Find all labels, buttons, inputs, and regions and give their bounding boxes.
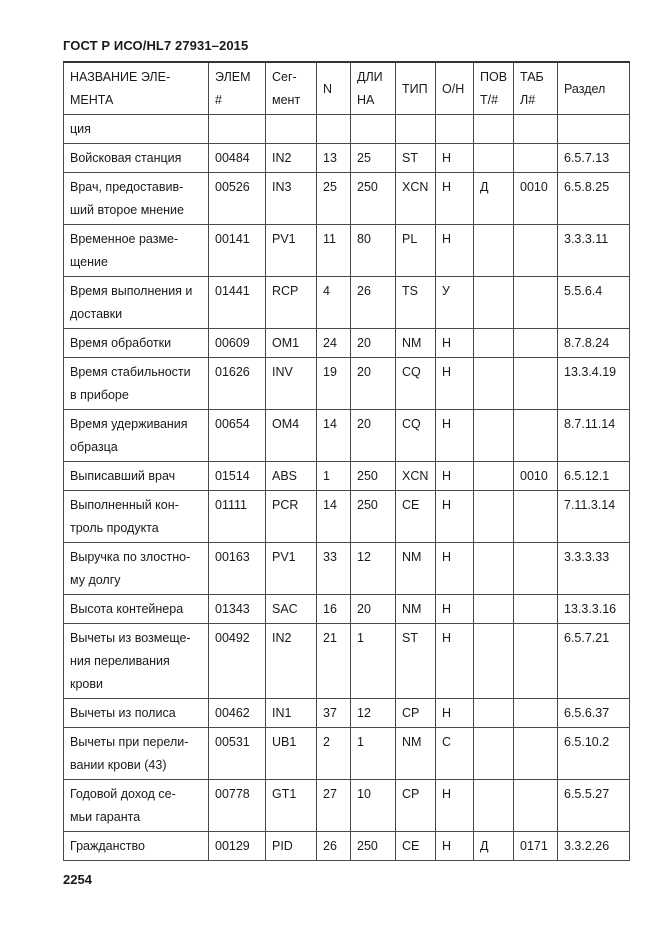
- element-name-line: в приборе: [70, 388, 129, 402]
- cell-element-name: [64, 491, 209, 543]
- cell-n: 4: [317, 277, 351, 329]
- cell-n: 26: [317, 832, 351, 861]
- element-name-line: ция: [70, 122, 91, 136]
- cell-elem-number: 01626: [209, 358, 266, 410]
- cell-element-name: [64, 115, 209, 144]
- cell-segment: PCR: [266, 491, 317, 543]
- cell-table: 0010: [514, 462, 558, 491]
- cell-element-name: [64, 624, 209, 699]
- cell-segment: ABS: [266, 462, 317, 491]
- cell-element-name: [64, 595, 209, 624]
- element-name-line: Вычеты из возмеще-: [70, 631, 191, 645]
- element-name-line: троль продукта: [70, 521, 159, 535]
- cell-length: 1: [351, 728, 396, 780]
- cell-type: ST: [396, 144, 436, 173]
- table-row: [64, 329, 630, 358]
- document-header: ГОСТ Р ИСО/HL7 27931–2015: [63, 38, 249, 53]
- cell-length: 1: [351, 624, 396, 699]
- cell-repeat: [474, 728, 514, 780]
- col-header-length: ДЛИ НА: [351, 62, 396, 115]
- table-row: [64, 358, 630, 410]
- cell-on: Н: [436, 699, 474, 728]
- cell-length: 20: [351, 410, 396, 462]
- cell-n: 21: [317, 624, 351, 699]
- cell-repeat: [474, 277, 514, 329]
- cell-n: 1: [317, 462, 351, 491]
- table-row: [64, 115, 630, 144]
- cell-repeat: [474, 780, 514, 832]
- cell-elem-number: 00163: [209, 543, 266, 595]
- cell-elem-number: 01441: [209, 277, 266, 329]
- cell-n: 14: [317, 410, 351, 462]
- element-name-line: образца: [70, 440, 118, 454]
- cell-repeat: Д: [474, 173, 514, 225]
- cell-segment: RCP: [266, 277, 317, 329]
- cell-n: 25: [317, 173, 351, 225]
- cell-segment: IN3: [266, 173, 317, 225]
- table-body: [64, 115, 630, 861]
- cell-on: Н: [436, 832, 474, 861]
- cell-table: [514, 699, 558, 728]
- cell-table: [514, 277, 558, 329]
- element-name-line: му долгу: [70, 573, 121, 587]
- cell-repeat: [474, 329, 514, 358]
- element-name-line: Время удерживания: [70, 417, 188, 431]
- cell-on: Н: [436, 595, 474, 624]
- cell-elem-number: 01111: [209, 491, 266, 543]
- cell-length: 250: [351, 173, 396, 225]
- cell-repeat: [474, 115, 514, 144]
- cell-on: Н: [436, 624, 474, 699]
- cell-type: CP: [396, 780, 436, 832]
- table-row: [64, 491, 630, 543]
- cell-section: 3.3.2.26: [558, 832, 630, 861]
- cell-section: 6.5.7.21: [558, 624, 630, 699]
- cell-repeat: [474, 358, 514, 410]
- table-row: [64, 462, 630, 491]
- cell-segment: INV: [266, 358, 317, 410]
- cell-table: [514, 329, 558, 358]
- element-name-line: Время стабильности: [70, 365, 191, 379]
- cell-table: [514, 115, 558, 144]
- cell-table: 0010: [514, 173, 558, 225]
- cell-repeat: [474, 410, 514, 462]
- cell-elem-number: 00531: [209, 728, 266, 780]
- cell-element-name: [64, 144, 209, 173]
- cell-segment: OM1: [266, 329, 317, 358]
- cell-n: 19: [317, 358, 351, 410]
- cell-section: 7.11.3.14: [558, 491, 630, 543]
- table-row: [64, 780, 630, 832]
- element-name-line: мьи гаранта: [70, 810, 141, 824]
- cell-elem-number: 00526: [209, 173, 266, 225]
- cell-table: 0171: [514, 832, 558, 861]
- cell-n: [317, 115, 351, 144]
- cell-on: Н: [436, 780, 474, 832]
- cell-section: 6.5.7.13: [558, 144, 630, 173]
- cell-segment: GT1: [266, 780, 317, 832]
- cell-element-name: [64, 410, 209, 462]
- cell-section: 5.5.6.4: [558, 277, 630, 329]
- element-name-line: доставки: [70, 307, 123, 321]
- element-name-line: Гражданство: [70, 839, 145, 853]
- element-name-line: Выписавший врач: [70, 469, 176, 483]
- cell-length: 20: [351, 358, 396, 410]
- elements-table: [63, 61, 630, 861]
- col-header-n: N: [317, 62, 351, 115]
- cell-segment: PV1: [266, 543, 317, 595]
- cell-table: [514, 543, 558, 595]
- col-header-table: ТАБ Л#: [514, 62, 558, 115]
- cell-elem-number: 01343: [209, 595, 266, 624]
- table-row: [64, 728, 630, 780]
- cell-elem-number: 00654: [209, 410, 266, 462]
- cell-table: [514, 225, 558, 277]
- cell-length: 25: [351, 144, 396, 173]
- cell-elem-number: 00492: [209, 624, 266, 699]
- element-name-line: щение: [70, 255, 108, 269]
- cell-table: [514, 491, 558, 543]
- table-row: [64, 173, 630, 225]
- cell-on: Н: [436, 173, 474, 225]
- cell-table: [514, 728, 558, 780]
- table-row: [64, 410, 630, 462]
- cell-segment: OM4: [266, 410, 317, 462]
- element-name-line: ший второе мнение: [70, 203, 184, 217]
- cell-on: У: [436, 277, 474, 329]
- cell-type: CE: [396, 491, 436, 543]
- cell-segment: PID: [266, 832, 317, 861]
- cell-repeat: [474, 699, 514, 728]
- element-name-line: Годовой доход се-: [70, 787, 176, 801]
- cell-segment: UB1: [266, 728, 317, 780]
- cell-section: 8.7.11.14: [558, 410, 630, 462]
- element-name-line: Выполненный кон-: [70, 498, 179, 512]
- cell-n: 27: [317, 780, 351, 832]
- cell-table: [514, 410, 558, 462]
- cell-n: 33: [317, 543, 351, 595]
- cell-type: XCN: [396, 462, 436, 491]
- col-header-type: ТИП: [396, 62, 436, 115]
- cell-section: 13.3.4.19: [558, 358, 630, 410]
- cell-repeat: [474, 491, 514, 543]
- cell-section: 13.3.3.16: [558, 595, 630, 624]
- element-name-line: Вычеты из полиса: [70, 706, 176, 720]
- col-header-on: О/Н: [436, 62, 474, 115]
- cell-table: [514, 624, 558, 699]
- cell-on: Н: [436, 329, 474, 358]
- cell-type: CQ: [396, 410, 436, 462]
- cell-length: 12: [351, 543, 396, 595]
- cell-section: 6.5.5.27: [558, 780, 630, 832]
- element-name-line: Врач, предоставив-: [70, 180, 184, 194]
- header-row: [64, 62, 630, 115]
- table-row: [64, 225, 630, 277]
- cell-section: [558, 115, 630, 144]
- cell-segment: IN2: [266, 624, 317, 699]
- cell-n: 37: [317, 699, 351, 728]
- cell-type: TS: [396, 277, 436, 329]
- cell-length: 20: [351, 329, 396, 358]
- cell-on: Н: [436, 410, 474, 462]
- cell-length: 12: [351, 699, 396, 728]
- table-header: [64, 62, 630, 115]
- table-row: [64, 595, 630, 624]
- cell-segment: PV1: [266, 225, 317, 277]
- element-name-line: вании крови (43): [70, 758, 167, 772]
- cell-element-name: [64, 728, 209, 780]
- element-name-line: Время выполнения и: [70, 284, 193, 298]
- element-name-line: крови: [70, 677, 103, 691]
- cell-repeat: [474, 225, 514, 277]
- cell-elem-number: 00778: [209, 780, 266, 832]
- table-row: [64, 624, 630, 699]
- table-row: [64, 144, 630, 173]
- cell-elem-number: 00609: [209, 329, 266, 358]
- cell-n: 13: [317, 144, 351, 173]
- cell-element-name: [64, 225, 209, 277]
- cell-element-name: [64, 462, 209, 491]
- cell-element-name: [64, 277, 209, 329]
- cell-type: NM: [396, 329, 436, 358]
- element-name-line: Высота контейнера: [70, 602, 184, 616]
- element-name-line: Время обработки: [70, 336, 172, 350]
- cell-elem-number: 00484: [209, 144, 266, 173]
- cell-section: 6.5.8.25: [558, 173, 630, 225]
- page-number: 2254: [63, 872, 92, 887]
- cell-table: [514, 780, 558, 832]
- cell-element-name: [64, 699, 209, 728]
- cell-elem-number: 00129: [209, 832, 266, 861]
- cell-type: PL: [396, 225, 436, 277]
- cell-on: Н: [436, 358, 474, 410]
- cell-type: NM: [396, 595, 436, 624]
- table-row: [64, 832, 630, 861]
- cell-section: 6.5.12.1: [558, 462, 630, 491]
- cell-element-name: [64, 543, 209, 595]
- cell-type: NM: [396, 543, 436, 595]
- table-row: [64, 543, 630, 595]
- cell-length: 80: [351, 225, 396, 277]
- cell-type: [396, 115, 436, 144]
- cell-section: 3.3.3.33: [558, 543, 630, 595]
- cell-n: 16: [317, 595, 351, 624]
- element-name-line: ния переливания: [70, 654, 170, 668]
- col-header-name: НАЗВАНИЕ ЭЛЕ- МЕНТА: [64, 62, 209, 115]
- cell-length: 250: [351, 832, 396, 861]
- cell-element-name: [64, 173, 209, 225]
- cell-on: [436, 115, 474, 144]
- cell-elem-number: [209, 115, 266, 144]
- element-name-line: Вычеты при перели-: [70, 735, 189, 749]
- cell-on: Н: [436, 225, 474, 277]
- cell-segment: [266, 115, 317, 144]
- element-name-line: Войсковая станция: [70, 151, 182, 165]
- col-header-repeat: ПОВ Т/#: [474, 62, 514, 115]
- cell-table: [514, 358, 558, 410]
- cell-repeat: [474, 144, 514, 173]
- cell-repeat: [474, 543, 514, 595]
- cell-on: Н: [436, 144, 474, 173]
- cell-type: CQ: [396, 358, 436, 410]
- cell-segment: IN1: [266, 699, 317, 728]
- cell-type: ST: [396, 624, 436, 699]
- cell-element-name: [64, 329, 209, 358]
- cell-repeat: Д: [474, 832, 514, 861]
- cell-on: Н: [436, 462, 474, 491]
- element-name-line: Выручка по злостно-: [70, 550, 191, 564]
- table-row: [64, 699, 630, 728]
- cell-segment: SAC: [266, 595, 317, 624]
- col-header-section: Раздел: [558, 62, 630, 115]
- cell-type: NM: [396, 728, 436, 780]
- cell-length: [351, 115, 396, 144]
- element-name-line: Временное разме-: [70, 232, 179, 246]
- cell-table: [514, 144, 558, 173]
- cell-on: Н: [436, 543, 474, 595]
- cell-section: 6.5.10.2: [558, 728, 630, 780]
- cell-on: Н: [436, 491, 474, 543]
- cell-repeat: [474, 595, 514, 624]
- cell-section: 6.5.6.37: [558, 699, 630, 728]
- cell-n: 24: [317, 329, 351, 358]
- table-row: [64, 277, 630, 329]
- cell-repeat: [474, 624, 514, 699]
- cell-n: 14: [317, 491, 351, 543]
- cell-length: 10: [351, 780, 396, 832]
- cell-elem-number: 00141: [209, 225, 266, 277]
- cell-repeat: [474, 462, 514, 491]
- cell-n: 11: [317, 225, 351, 277]
- cell-type: XCN: [396, 173, 436, 225]
- col-header-elem: ЭЛЕМ #: [209, 62, 266, 115]
- cell-length: 26: [351, 277, 396, 329]
- cell-length: 250: [351, 491, 396, 543]
- cell-elem-number: 01514: [209, 462, 266, 491]
- cell-element-name: [64, 358, 209, 410]
- cell-on: С: [436, 728, 474, 780]
- cell-section: 3.3.3.11: [558, 225, 630, 277]
- cell-element-name: [64, 832, 209, 861]
- cell-element-name: [64, 780, 209, 832]
- cell-section: 8.7.8.24: [558, 329, 630, 358]
- cell-table: [514, 595, 558, 624]
- cell-type: CE: [396, 832, 436, 861]
- cell-length: 20: [351, 595, 396, 624]
- col-header-segment: Сег- мент: [266, 62, 317, 115]
- cell-n: 2: [317, 728, 351, 780]
- cell-length: 250: [351, 462, 396, 491]
- cell-elem-number: 00462: [209, 699, 266, 728]
- cell-type: CP: [396, 699, 436, 728]
- cell-segment: IN2: [266, 144, 317, 173]
